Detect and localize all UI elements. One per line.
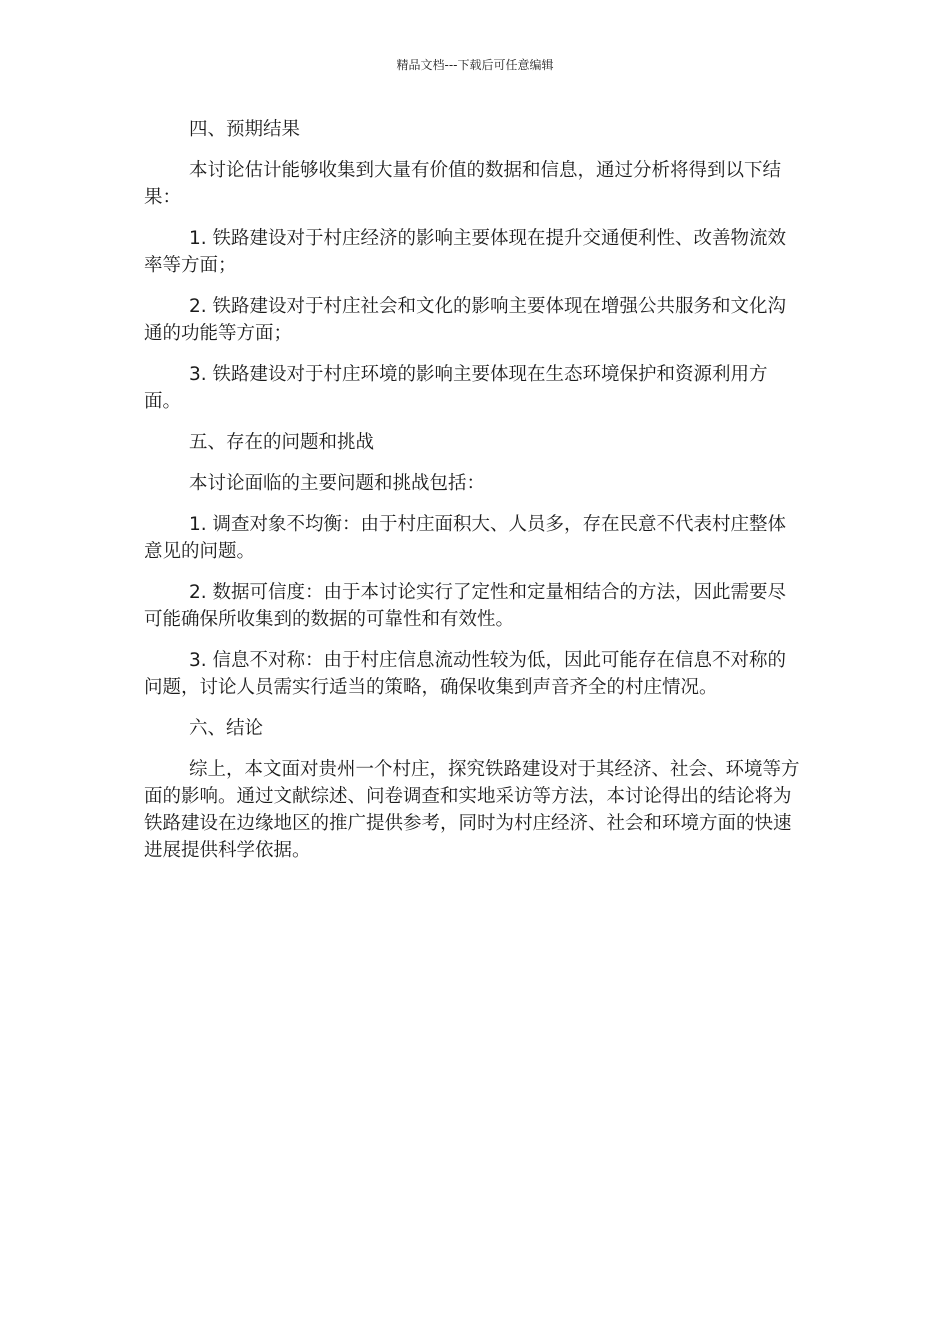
list-item: 3. 信息不对称：由于村庄信息流动性较为低，因此可能存在信息不对称的问题，讨论人员需实行适当的策略，确保收集到声音齐全的村庄情况。 [144, 650, 787, 698]
section-heading-problems: 五、存在的问题和挑战 [189, 432, 375, 453]
section-heading-conclusion: 六、结论 [189, 718, 264, 739]
paragraph: 本讨论面临的主要问题和挑战包括： [189, 473, 486, 494]
paragraph: 本讨论估计能够收集到大量有价值的数据和信息，通过分析将得到以下结果： [144, 160, 782, 208]
list-item: 3. 铁路建设对于村庄环境的影响主要体现在生态环境保护和资源利用方面。 [144, 364, 768, 412]
list-item: 2. 铁路建设对于村庄社会和文化的影响主要体现在增强公共服务和文化沟通的功能等方面； [144, 296, 787, 344]
paragraph: 综上，本文面对贵州一个村庄，探究铁路建设对于其经济、社会、环境等方面的影响。通过文献综述、问卷调查和实地采访等方法，本讨论得出的结论将为铁路建设在边缘地区的推广提供参考，同时为村庄经济、社会和环境方面的快速进展提供科学依据。 [144, 759, 800, 861]
section-heading-expected-results: 四、预期结果 [189, 119, 301, 140]
list-item: 2. 数据可信度：由于本讨论实行了定性和定量相结合的方法，因此需要尽可能确保所收集到的数据的可靠性和有效性。 [144, 582, 787, 630]
page-header: 精品文档---下载后可任意编辑 [396, 58, 554, 72]
list-item: 1. 铁路建设对于村庄经济的影响主要体现在提升交通便利性、改善物流效率等方面； [144, 228, 787, 276]
list-item: 1. 调查对象不均衡：由于村庄面积大、人员多，存在民意不代表村庄整体意见的问题。 [144, 514, 787, 562]
document-body [144, 116, 804, 878]
